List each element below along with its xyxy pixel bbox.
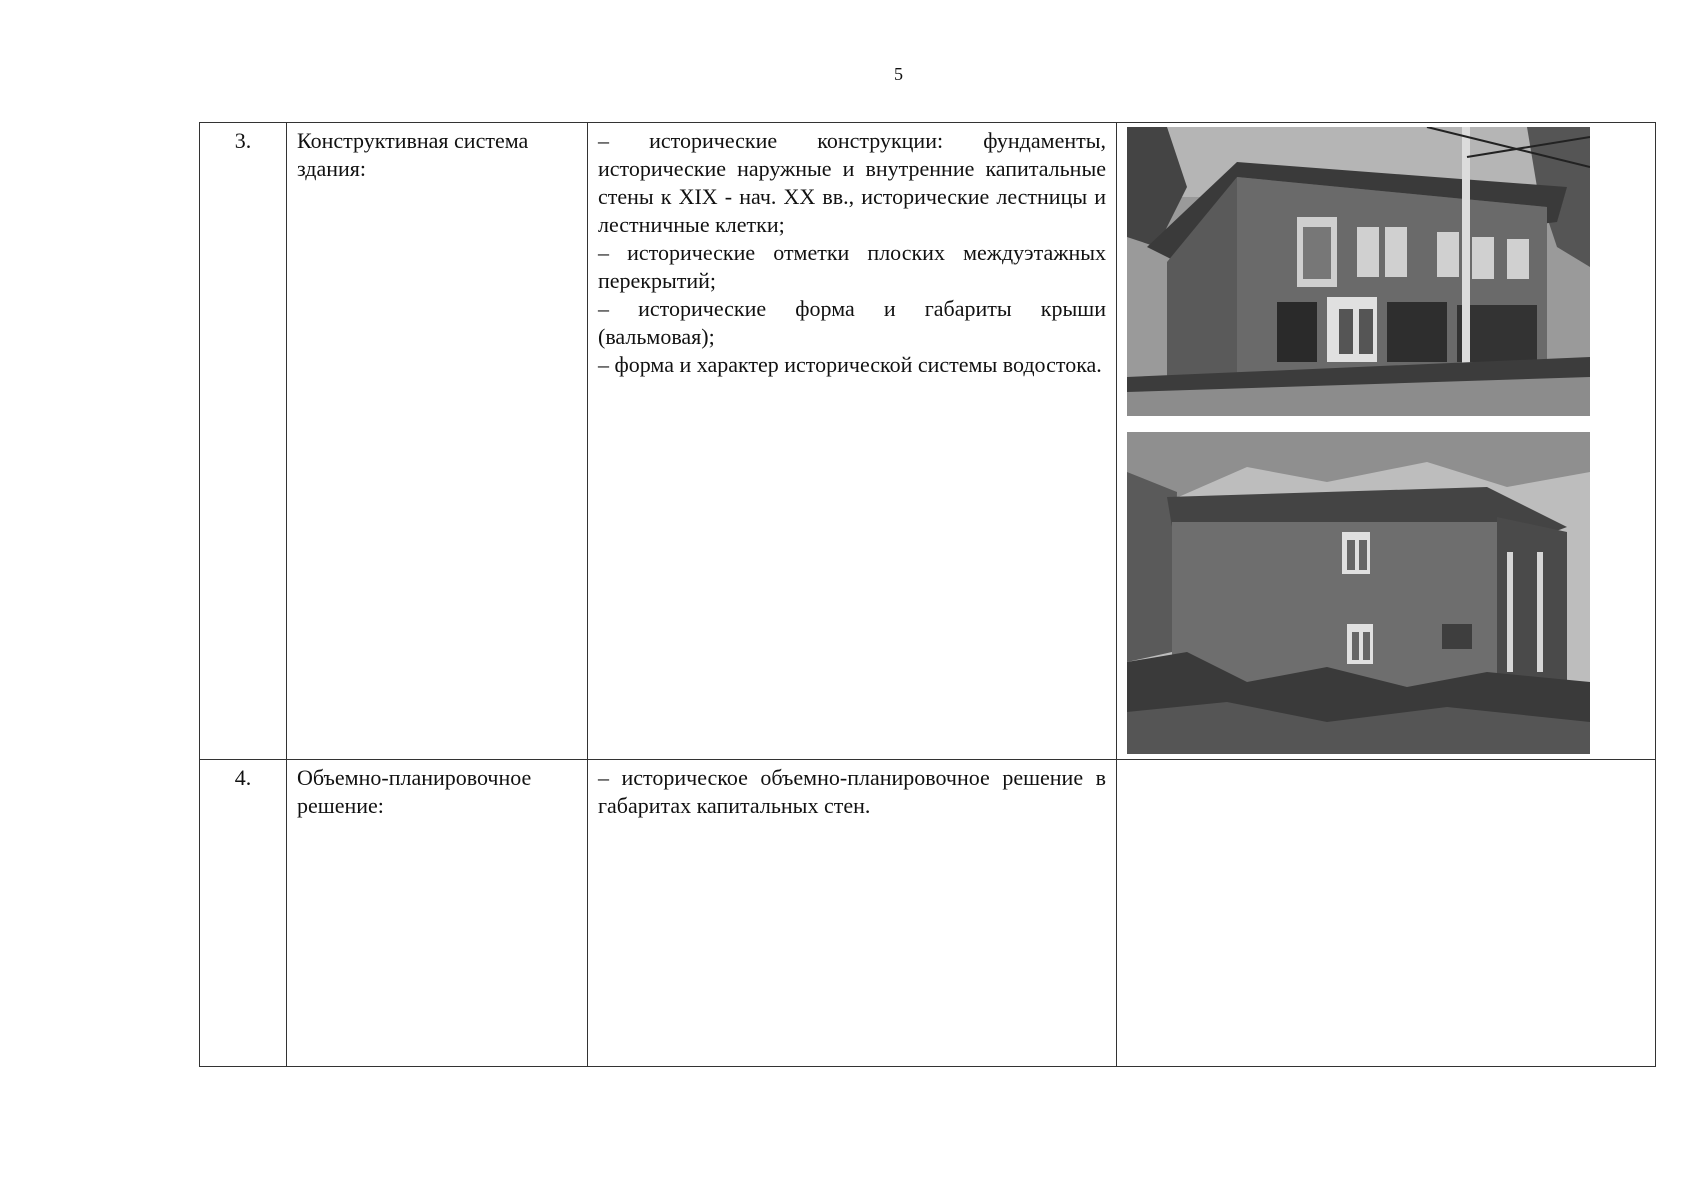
- row-number: 4.: [200, 760, 287, 1067]
- building-side-photo: [1127, 432, 1590, 754]
- description-item: – исторические отметки плоских междуэтажных перекрытий;: [598, 240, 1106, 293]
- description-item: – исторические форма и габариты крыши (вальмовая);: [598, 296, 1106, 349]
- description-item: – форма и характер исторической системы водостока.: [598, 352, 1102, 377]
- table-row: [200, 123, 1656, 760]
- table-row: [200, 760, 1656, 1067]
- row-name: Объемно-планировочное решение:: [287, 760, 588, 1067]
- description-item: – историческое объемно-планировочное решение в габаритах капитальных стен.: [598, 765, 1106, 818]
- building-front-image: [1127, 127, 1590, 416]
- photo-cell-empty: [1117, 760, 1656, 1067]
- description-item: – исторические конструкции: фундаменты, исторические наружные и внутренние капитальные стены к XIX - нач. XX вв., исторические лестницы и лестничные клетки;: [598, 128, 1106, 237]
- building-side-image: [1127, 432, 1590, 754]
- page-number: 5: [894, 64, 903, 84]
- row-description: [588, 760, 1117, 1067]
- row-number: 3.: [200, 123, 287, 760]
- row-name: Конструктивная система здания:: [287, 123, 588, 760]
- building-front-photo: [1127, 127, 1590, 416]
- photo-cell: [1117, 123, 1656, 760]
- row-description: [588, 123, 1117, 760]
- heritage-table: [199, 122, 1656, 1067]
